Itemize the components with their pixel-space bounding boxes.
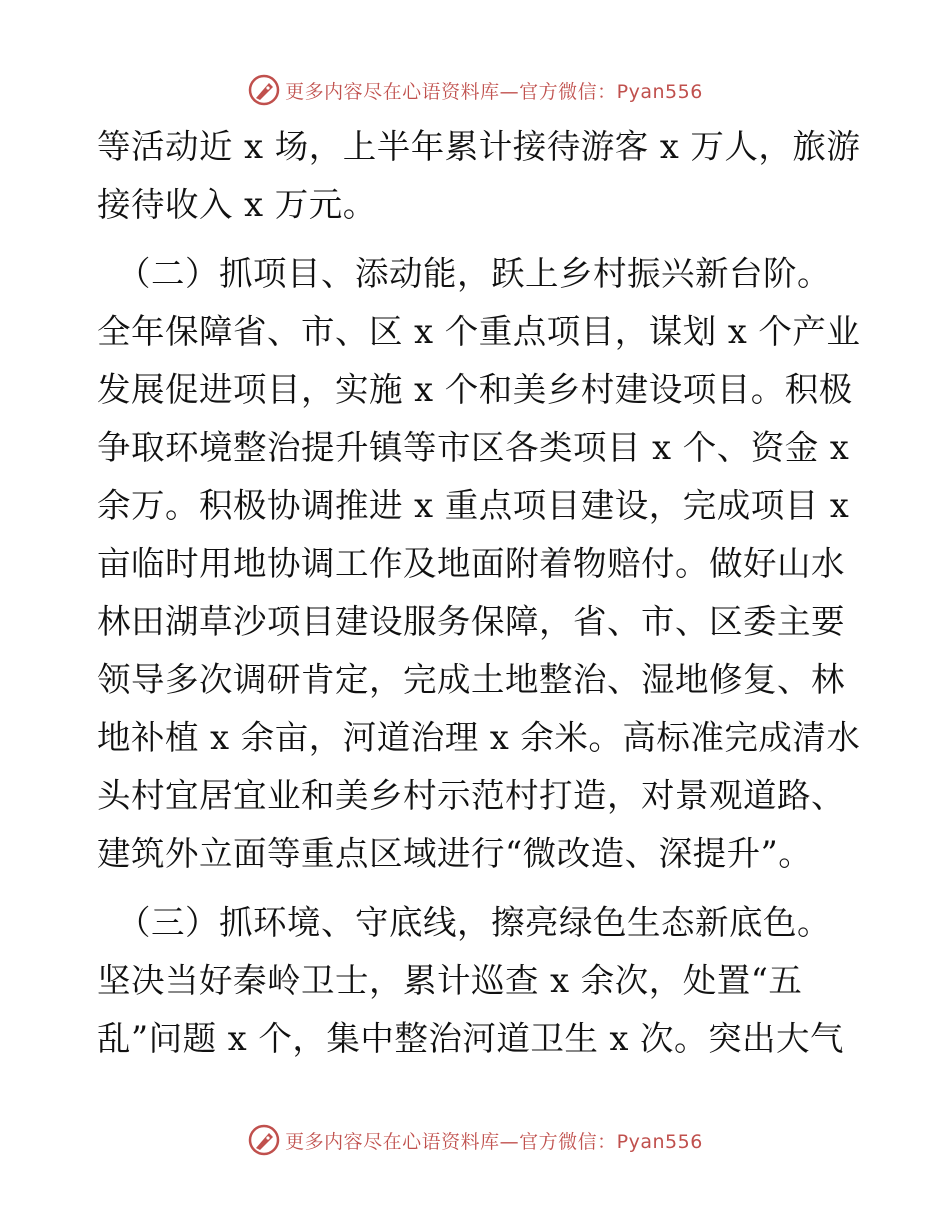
text-line: 领导多次调研肯定，完成土地整治、湿地修复、林 (97, 660, 845, 699)
text-line: 接待收入 x 万元。 (97, 185, 377, 224)
text-line: 建筑外立面等重点区域进行“微改造、深提升”。 (97, 834, 813, 873)
text-line: 坚决当好秦岭卫士，累计巡查 x 余次，处置“五 (97, 961, 803, 1000)
text-line: 争取环境整治提升镇等市区各类项目 x 个、资金 x (97, 428, 850, 467)
text-line: 地补植 x 余亩，河道治理 x 余米。高标准完成清水 (97, 718, 861, 757)
text-line: 等活动近 x 场，上半年累计接待游客 x 万人，旅游 (97, 127, 861, 166)
text-line: 乱”问题 x 个，集中整治河道卫生 x 次。突出大气 (97, 1019, 845, 1058)
pen-nib-logo-icon (247, 1123, 281, 1157)
text-line: 余万。积极协调推进 x 重点项目建设，完成项目 x (97, 486, 850, 525)
text-line: 亩临时用地协调工作及地面附着物赔付。做好山水 (97, 544, 845, 583)
section-heading: （三）抓环境、守底线，擦亮绿色生态新底色。 (117, 903, 831, 942)
banner-text: 更多内容尽在心语资料库—官方微信：Pyan556 (285, 1130, 703, 1153)
banner-text: 更多内容尽在心语资料库—官方微信：Pyan556 (285, 80, 703, 103)
text-line: 林田湖草沙项目建设服务保障，省、市、区委主要 (97, 602, 845, 641)
pen-nib-logo-icon (247, 73, 281, 107)
text-line: 全年保障省、市、区 x 个重点项目，谋划 x 个产业 (97, 312, 861, 351)
text-line: 头村宜居宜业和美乡村示范村打造，对景观道路、 (97, 776, 845, 815)
header-banner (0, 70, 950, 110)
document-body (97, 118, 861, 1068)
text-line: 发展促进项目，实施 x 个和美乡村建设项目。积极 (97, 370, 853, 409)
footer-banner (0, 1120, 950, 1160)
section-heading: （二）抓项目、添动能，跃上乡村振兴新台阶。 (117, 254, 831, 293)
